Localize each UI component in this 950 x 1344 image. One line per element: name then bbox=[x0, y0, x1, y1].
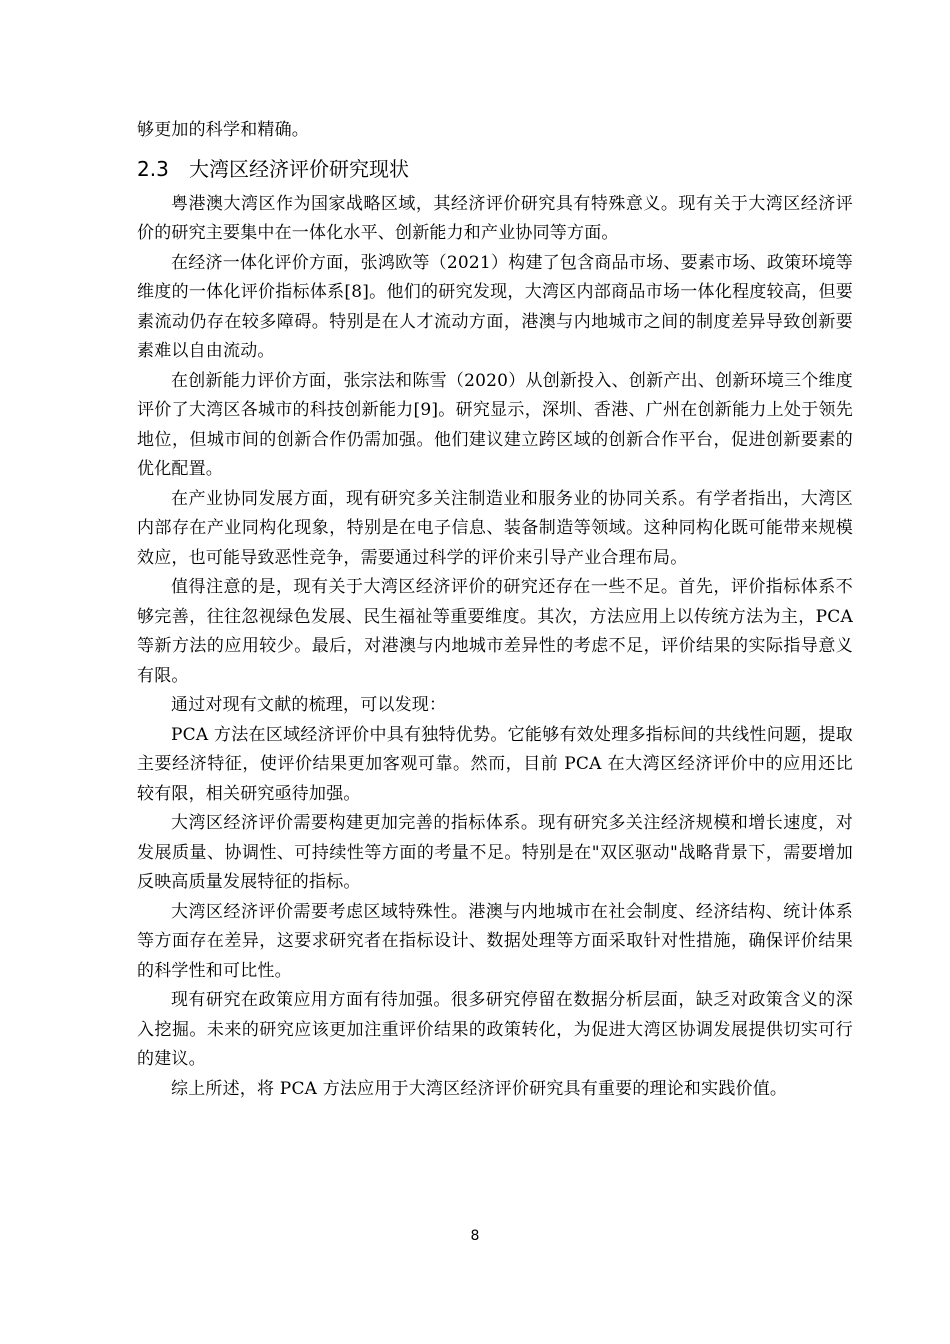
paragraph-indicator-system: 大湾区经济评价需要构建更加完善的指标体系。现有研究多关注经济规模和增长速度，对发展质量、协调性、可持续性等方面的考量不足。特别是在"双区驱动"战略背景下，需要增加反映高质量发展特征的指标。 bbox=[137, 813, 853, 892]
carryover-paragraph: 够更加的科学和精确。 bbox=[137, 120, 309, 140]
paragraph-industry: 在产业协同发展方面，现有研究多关注制造业和服务业的协同关系。有学者指出，大湾区内部存在产业同构化现象，特别是在电子信息、装备制造等领域。这种同构化既可能带来规模效应，也可能导致恶性竞争，需要通过科学的评价来引导产业合理布局。 bbox=[137, 488, 853, 568]
paragraph-findings-lead: 通过对现有文献的梳理，可以发现： bbox=[171, 695, 447, 715]
paragraph-shortcomings: 值得注意的是，现有关于大湾区经济评价的研究还存在一些不足。首先，评价指标体系不够完善，往往忽视绿色发展、民生福祉等重要维度。其次，方法应用上以传统方法为主，PCA 等新方法的应用较少。最后，对港澳与内地城市差异性的考虑不足，评价结果的实际指导意义有限。 bbox=[137, 577, 853, 686]
paragraph-policy-application: 现有研究在政策应用方面有待加强。很多研究停留在数据分析层面，缺乏对政策含义的深入挖掘。未来的研究应该更加注重评价结果的政策转化，为促进大湾区协调发展提供切实可行的建议。 bbox=[137, 990, 853, 1069]
paragraph-conclusion: 综上所述，将 PCA 方法应用于大湾区经济评价研究具有重要的理论和实践价值。 bbox=[171, 1078, 788, 1099]
section-number: 2.3 bbox=[137, 156, 169, 181]
paragraph-intro: 粤港澳大湾区作为国家战略区域，其经济评价研究具有特殊意义。现有关于大湾区经济评价的研究主要集中在一体化水平、创新能力和产业协同等方面。 bbox=[137, 193, 853, 243]
page-body bbox=[137, 116, 853, 1104]
paragraph-innovation: 在创新能力评价方面，张宗法和陈雪（2020）从创新投入、创新产出、创新环境三个维度评价了大湾区各城市的科技创新能力[9]。研究显示，深圳、香港、广州在创新能力上处于领先地位，但城市间的创新合作仍需加强。他们建议建立跨区域的创新合作平台，促进创新要素的优化配置。 bbox=[137, 370, 853, 479]
page-number: 8 bbox=[470, 1228, 480, 1244]
paragraph-pca-advantage: PCA 方法在区域经济评价中具有独特优势。它能够有效处理多指标间的共线性问题，提取主要经济特征，使评价结果更加客观可靠。然而，目前 PCA 在大湾区经济评价中的应用还比较有限，相关研究亟待加强。 bbox=[137, 724, 853, 804]
paragraph-regional-specificity: 大湾区经济评价需要考虑区域特殊性。港澳与内地城市在社会制度、经济结构、统计体系等方面存在差异，这要求研究者在指标设计、数据处理等方面采取针对性措施，确保评价结果的科学性和可比性。 bbox=[137, 901, 853, 981]
section-heading bbox=[137, 152, 853, 186]
section-title: 大湾区经济评价研究现状 bbox=[189, 156, 409, 181]
paragraph-integration: 在经济一体化评价方面，张鸿欧等（2021）构建了包含商品市场、要素市场、政策环境等维度的一体化评价指标体系[8]。他们的研究发现，大湾区内部商品市场一体化程度较高，但要素流动仍存在较多障碍。特别是在人才流动方面，港澳与内地城市之间的制度差异导致创新要素难以自由流动。 bbox=[137, 252, 853, 361]
